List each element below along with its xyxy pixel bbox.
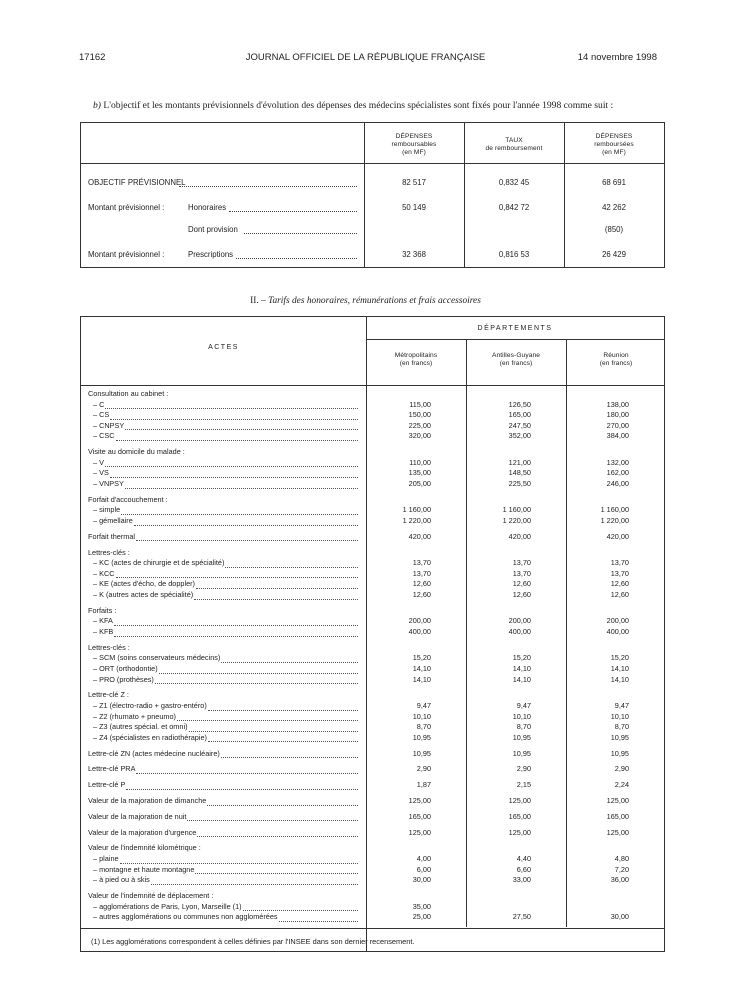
tarif-value: 13,70 bbox=[412, 568, 431, 578]
dot-leader bbox=[221, 662, 358, 663]
tarif-value: 115,00 bbox=[409, 399, 431, 409]
dot-leader bbox=[136, 540, 358, 541]
cell-value: 50 149 bbox=[402, 203, 426, 212]
tarif-label: – ORT (orthodontie) bbox=[93, 664, 158, 673]
tarif-value: 125,00 bbox=[606, 827, 629, 837]
tarif-row bbox=[81, 532, 664, 543]
tarif-value: 1 160,00 bbox=[502, 505, 531, 515]
tarif-value: 1 220,00 bbox=[600, 516, 629, 525]
journal-title: JOURNAL OFFICIEL DE LA RÉPUBLIQUE FRANÇAISE bbox=[245, 52, 486, 63]
cell-value: 42 262 bbox=[602, 203, 626, 212]
intro-letter: b) bbox=[93, 100, 101, 111]
tarif-value: 162,00 bbox=[606, 468, 629, 478]
tarif-value: 2,24 bbox=[614, 780, 629, 790]
tarif-value: 1,87 bbox=[416, 780, 431, 790]
dot-leader bbox=[243, 910, 358, 911]
tarif-value: 13,70 bbox=[412, 558, 431, 568]
tarif-value: 4,80 bbox=[614, 854, 629, 863]
dot-leader bbox=[208, 710, 358, 711]
tarif-value: 420,00 bbox=[508, 531, 531, 541]
footnote: (1) Les agglomérations correspondent à celles définies par l'INSEE dans son dernier recensement. bbox=[91, 937, 415, 946]
dot-leader bbox=[116, 440, 359, 441]
tarif-row bbox=[81, 796, 664, 807]
tarif-value: 10,95 bbox=[610, 732, 629, 742]
tarif-row bbox=[81, 400, 664, 411]
column-header-line: (en francs) bbox=[399, 360, 433, 367]
tarif-label: – K (autres actes de spécialité) bbox=[93, 590, 194, 599]
tarif-value: 6,00 bbox=[416, 864, 431, 874]
tarif-value: 14,10 bbox=[512, 664, 531, 673]
dot-leader bbox=[236, 258, 357, 259]
dot-leader bbox=[177, 720, 358, 721]
tarif-value: 10,10 bbox=[610, 711, 629, 721]
tarif-value: 2,90 bbox=[416, 764, 431, 774]
tarif-row bbox=[81, 675, 664, 686]
tarif-value: 148,50 bbox=[508, 468, 531, 478]
tarif-value: 14,10 bbox=[610, 664, 629, 673]
dot-leader bbox=[134, 525, 358, 526]
tarif-label: Lettre-clé ZN (actes médecine nucléaire) bbox=[88, 748, 220, 758]
row-label: Montant prévisionnel : bbox=[88, 203, 165, 212]
column-header bbox=[566, 352, 666, 368]
row-sublabel: Honoraires bbox=[188, 203, 227, 212]
tarif-value: 165,00 bbox=[408, 811, 431, 821]
tarif-label: Valeur de la majoration d'urgence bbox=[88, 827, 197, 837]
tarif-value: 10,95 bbox=[512, 748, 531, 758]
row-sublabel: Prescriptions bbox=[188, 250, 234, 259]
tarif-value: 270,00 bbox=[606, 420, 629, 430]
tarif-value: 10,10 bbox=[512, 711, 531, 721]
tarif-label: – montagne et haute montagne bbox=[93, 864, 195, 874]
tarif-value: 1 160,00 bbox=[402, 505, 431, 515]
tarif-row bbox=[81, 912, 664, 923]
tarif-value: 14,10 bbox=[512, 674, 531, 684]
dot-leader bbox=[116, 577, 359, 578]
group-title-text: Lettre-clé Z : bbox=[88, 690, 129, 700]
dot-leader bbox=[125, 488, 358, 489]
tarif-row bbox=[81, 516, 664, 527]
tarif-value: 2,90 bbox=[516, 764, 531, 774]
tarif-row bbox=[81, 479, 664, 490]
dot-leader bbox=[279, 921, 358, 922]
dot-leader bbox=[244, 233, 357, 234]
column-header bbox=[364, 133, 464, 157]
tarif-value: 110,00 bbox=[409, 457, 431, 467]
dot-leader bbox=[196, 588, 358, 589]
tarif-value: 165,00 bbox=[508, 410, 531, 420]
column-header-line: Métropolitains bbox=[394, 352, 438, 359]
tarif-value: 200,00 bbox=[606, 616, 629, 626]
table-divider bbox=[81, 163, 664, 164]
section-heading: Tarifs des honoraires, rémunérations et frais accessoires bbox=[265, 296, 481, 306]
dot-leader bbox=[105, 466, 358, 467]
tarif-label: Lettre-clé PRA bbox=[88, 764, 136, 774]
column-header-line: (en MF) bbox=[402, 149, 426, 156]
tarif-label: – C bbox=[93, 399, 105, 409]
tarif-row bbox=[81, 664, 664, 675]
tarif-value: 126,50 bbox=[508, 399, 531, 409]
group-title bbox=[81, 606, 664, 617]
tarif-value: 135,00 bbox=[408, 468, 431, 478]
tarif-row bbox=[81, 505, 664, 516]
intro-paragraph bbox=[93, 100, 613, 111]
tarif-label: – Z1 (électro-radio + gastro-entéro) bbox=[93, 701, 207, 710]
tarif-value: 30,00 bbox=[412, 875, 431, 885]
tarif-label: – KCC bbox=[93, 568, 115, 578]
tarif-label: Valeur de la majoration de nuit bbox=[88, 811, 187, 821]
column-header-line: remboursables bbox=[391, 141, 437, 148]
tarif-value: 13,70 bbox=[512, 568, 531, 578]
tarif-value: 15,20 bbox=[512, 653, 531, 663]
tarif-label: – à pied ou à skis bbox=[93, 875, 150, 885]
column-header-line: (en francs) bbox=[499, 360, 533, 367]
tarif-label: – agglomérations de Paris, Lyon, Marseille (1) bbox=[93, 901, 242, 911]
tarif-value: 165,00 bbox=[606, 811, 629, 821]
tarif-label: – KFB bbox=[93, 627, 114, 636]
row-sublabel: Dont provision bbox=[188, 225, 238, 234]
tarif-value: 13,70 bbox=[610, 568, 629, 578]
group-title bbox=[81, 389, 664, 400]
tarif-label: – autres agglomérations ou communes non agglomérées bbox=[93, 912, 278, 922]
column-header-line: DÉPENSES bbox=[395, 133, 433, 140]
publication-date: 14 novembre 1998 bbox=[577, 52, 657, 63]
tarif-label: – PRO (prothèses) bbox=[93, 674, 154, 684]
group-title-text: Valeur de l'indemnité de déplacement : bbox=[88, 891, 214, 900]
tarif-label: – gémellaire bbox=[93, 516, 133, 525]
column-header-line: (en francs) bbox=[599, 360, 633, 367]
column-header bbox=[564, 133, 664, 157]
tarif-row bbox=[81, 701, 664, 712]
tarif-value: 12,60 bbox=[512, 590, 531, 599]
dot-leader bbox=[121, 514, 358, 515]
tarif-value: 225,00 bbox=[408, 420, 431, 430]
cell-value: 68 691 bbox=[602, 178, 626, 187]
tarif-value: 138,00 bbox=[606, 399, 629, 409]
tarif-row bbox=[81, 431, 664, 442]
dot-leader bbox=[208, 741, 358, 742]
tarifs-body bbox=[81, 385, 664, 928]
tarif-value: 400,00 bbox=[606, 627, 629, 636]
dot-leader bbox=[195, 873, 358, 874]
tarif-value: 13,70 bbox=[610, 558, 629, 568]
tarif-value: 4,40 bbox=[516, 854, 531, 863]
group-title-text: Valeur de l'indemnité kilométrique : bbox=[88, 843, 201, 853]
tarif-value: 132,00 bbox=[606, 457, 629, 467]
tarif-row bbox=[81, 733, 664, 744]
tarif-value: 13,70 bbox=[512, 558, 531, 568]
tarif-value: 14,10 bbox=[412, 674, 431, 684]
column-header bbox=[464, 137, 564, 153]
tarif-value: 12,60 bbox=[412, 590, 431, 599]
dot-leader bbox=[187, 820, 358, 821]
dot-leader bbox=[136, 773, 358, 774]
column-header bbox=[366, 352, 466, 368]
tarif-value: 14,10 bbox=[610, 674, 629, 684]
tarif-value: 125,00 bbox=[508, 796, 531, 805]
tarif-value: 200,00 bbox=[408, 616, 431, 626]
tarif-label: – CS bbox=[93, 410, 110, 420]
tarif-label: – KC (actes de chirurgie et de spécialité) bbox=[93, 558, 225, 568]
tarif-value: 6,60 bbox=[516, 864, 531, 874]
tarif-label: – V bbox=[93, 457, 104, 467]
tarif-value: 121,00 bbox=[508, 457, 531, 467]
row-label: Montant prévisionnel : bbox=[88, 250, 165, 259]
tarif-row bbox=[81, 558, 664, 569]
dot-leader bbox=[125, 429, 358, 430]
group-title-text: Consultation au cabinet : bbox=[88, 389, 169, 398]
tarif-value: 125,00 bbox=[508, 827, 531, 837]
tarif-row bbox=[81, 780, 664, 791]
tarif-row bbox=[81, 722, 664, 733]
dot-leader bbox=[225, 567, 358, 568]
tarif-value: 4,00 bbox=[416, 854, 431, 863]
tarif-value: 10,95 bbox=[412, 748, 431, 758]
tarif-value: 200,00 bbox=[508, 616, 531, 626]
tarif-value: 30,00 bbox=[610, 912, 629, 922]
group-title bbox=[81, 643, 664, 654]
tarif-label: – SCM (soins conservateurs médecins) bbox=[93, 653, 221, 663]
tarif-value: 15,20 bbox=[610, 653, 629, 663]
tarif-value: 1 160,00 bbox=[600, 505, 629, 515]
tarif-value: 2,90 bbox=[614, 764, 629, 774]
tarif-label: – CSC bbox=[93, 431, 115, 441]
dot-leader bbox=[194, 599, 358, 600]
tarif-value: 420,00 bbox=[408, 531, 431, 541]
dot-leader bbox=[114, 636, 358, 637]
tarif-row bbox=[81, 410, 664, 421]
tarif-value: 9,47 bbox=[416, 701, 431, 710]
dot-leader bbox=[197, 836, 358, 837]
tarif-value: 10,95 bbox=[512, 732, 531, 742]
table-divider bbox=[366, 339, 664, 340]
column-header bbox=[466, 352, 566, 368]
group-title bbox=[81, 495, 664, 506]
tarif-value: 246,00 bbox=[606, 479, 629, 488]
dot-leader bbox=[126, 789, 358, 790]
tarif-value: 2,15 bbox=[516, 780, 531, 790]
tarif-label: – KFA bbox=[93, 616, 113, 626]
group-title bbox=[81, 548, 664, 559]
tarif-label: – Z4 (spécialistes en radiothérapie) bbox=[93, 732, 207, 742]
tarif-row bbox=[81, 458, 664, 469]
tarif-row bbox=[81, 812, 664, 823]
tarif-row bbox=[81, 902, 664, 913]
tarif-value: 1 220,00 bbox=[502, 516, 531, 525]
tarif-value: 320,00 bbox=[408, 431, 431, 441]
column-header-line: TAUX bbox=[505, 137, 523, 144]
dot-leader bbox=[151, 884, 358, 885]
table-tarifs bbox=[80, 316, 665, 952]
column-header-line: remboursées bbox=[594, 141, 634, 148]
tarif-value: 36,00 bbox=[610, 875, 629, 885]
dot-leader bbox=[105, 408, 358, 409]
group-title bbox=[81, 843, 664, 854]
tarif-value: 180,00 bbox=[606, 410, 629, 420]
tarif-value: 8,70 bbox=[614, 722, 629, 732]
tarif-label: – Z2 (rhumato + pneumo) bbox=[93, 711, 176, 721]
tarif-row bbox=[81, 590, 664, 601]
tarif-value: 125,00 bbox=[606, 796, 629, 805]
tarif-value: 352,00 bbox=[508, 431, 531, 441]
dot-leader bbox=[221, 757, 358, 758]
tarif-value: 12,60 bbox=[610, 579, 629, 589]
group-title-text: Forfaits : bbox=[88, 605, 117, 615]
tarif-value: 15,20 bbox=[412, 653, 431, 663]
tarif-label: Forfait thermal bbox=[88, 531, 136, 541]
tarif-value: 10,95 bbox=[610, 748, 629, 758]
group-title bbox=[81, 891, 664, 902]
tarif-row bbox=[81, 468, 664, 479]
cell-value: 32 368 bbox=[402, 250, 426, 259]
tarif-value: 9,47 bbox=[516, 701, 531, 710]
tarif-label: – KE (actes d'écho, de doppler) bbox=[93, 579, 195, 589]
cell-value: (850) bbox=[604, 225, 624, 234]
cell-value: 0,832 45 bbox=[498, 178, 530, 187]
group-title bbox=[81, 690, 664, 701]
tarif-value: 10,95 bbox=[412, 732, 431, 742]
tarif-label: – VS bbox=[93, 468, 109, 478]
tarif-value: 125,00 bbox=[408, 796, 431, 805]
tarif-value: 205,00 bbox=[408, 479, 431, 488]
tarif-label: – simple bbox=[93, 505, 121, 515]
tarif-row bbox=[81, 569, 664, 580]
tarif-value: 1 220,00 bbox=[402, 516, 431, 525]
column-header-line: Antilles-Guyane bbox=[491, 352, 541, 359]
tarif-value: 400,00 bbox=[508, 627, 531, 636]
tarif-value: 150,00 bbox=[408, 410, 431, 420]
tarif-row bbox=[81, 421, 664, 432]
tarif-value: 25,00 bbox=[412, 912, 431, 922]
tarif-value: 384,00 bbox=[606, 431, 629, 441]
tarif-row bbox=[81, 579, 664, 590]
dot-leader bbox=[155, 683, 358, 684]
group-title-text: Forfait d'accouchement : bbox=[88, 494, 168, 504]
group-title bbox=[81, 447, 664, 458]
cell-value: 82 517 bbox=[402, 178, 426, 187]
tarif-label: – Z3 (autres spécial. et omni) bbox=[93, 722, 188, 732]
tarif-label: – VNPSY bbox=[93, 479, 124, 488]
tarif-row bbox=[81, 749, 664, 760]
tarif-label: – plaine bbox=[93, 854, 119, 863]
tarif-row bbox=[81, 828, 664, 839]
intro-text: L'objectif et les montants prévisionnels d'évolution des dépenses des médecins spécialistes sont fixés pour l'année 1998 comme suit : bbox=[101, 100, 614, 111]
tarif-label: Valeur de la majoration de dimanche bbox=[88, 796, 207, 805]
tarif-value: 125,00 bbox=[408, 827, 431, 837]
tarif-value: 14,10 bbox=[412, 664, 431, 673]
dot-leader bbox=[110, 477, 358, 478]
dot-leader bbox=[159, 673, 358, 674]
tarif-value: 10,10 bbox=[412, 711, 431, 721]
dot-leader bbox=[179, 186, 357, 187]
tarif-value: 400,00 bbox=[408, 627, 431, 636]
departements-header: DÉPARTEMENTS bbox=[477, 325, 553, 332]
cell-value: 0,842 72 bbox=[498, 203, 530, 212]
tarif-value: 225,50 bbox=[508, 479, 531, 488]
tarif-row bbox=[81, 865, 664, 876]
tarif-row bbox=[81, 875, 664, 886]
tarif-row bbox=[81, 854, 664, 865]
tarif-value: 247,50 bbox=[508, 420, 531, 430]
group-title-text: Lettres-clés : bbox=[88, 547, 130, 557]
tarif-value: 33,00 bbox=[512, 875, 531, 885]
group-title-text: Lettres-clés : bbox=[88, 642, 130, 652]
tarif-label: – CNPSY bbox=[93, 420, 125, 430]
column-header-line: DÉPENSES bbox=[595, 133, 633, 140]
section-title bbox=[0, 296, 731, 306]
group-title-text: Visite au domicile du malade : bbox=[88, 447, 185, 457]
dot-leader bbox=[120, 863, 358, 864]
tarif-value: 12,60 bbox=[610, 590, 629, 599]
dot-leader bbox=[114, 625, 358, 626]
cell-value: 26 429 bbox=[602, 250, 626, 259]
section-number: II. – bbox=[250, 296, 266, 306]
column-header-line: de remboursement bbox=[485, 145, 543, 152]
table-objectif bbox=[80, 122, 665, 268]
tarif-row bbox=[81, 627, 664, 638]
column-header-line: Réunion bbox=[603, 352, 629, 359]
tarif-value: 35,00 bbox=[412, 901, 431, 911]
column-header-line: (en MF) bbox=[602, 149, 626, 156]
table-divider bbox=[81, 928, 664, 929]
tarif-row bbox=[81, 764, 664, 775]
tarif-value: 12,60 bbox=[512, 579, 531, 589]
tarif-value: 7,20 bbox=[614, 864, 629, 874]
tarif-value: 8,70 bbox=[416, 722, 431, 732]
dot-leader bbox=[189, 731, 359, 732]
dot-leader bbox=[110, 419, 358, 420]
page-number: 17162 bbox=[79, 52, 106, 63]
dot-leader bbox=[229, 211, 357, 212]
actes-header: ACTES bbox=[208, 344, 239, 351]
tarif-row bbox=[81, 616, 664, 627]
tarif-label: Lettre-clé P bbox=[88, 780, 126, 790]
tarif-value: 12,60 bbox=[412, 579, 431, 589]
tarif-value: 27,50 bbox=[512, 912, 531, 922]
tarif-row bbox=[81, 653, 664, 664]
tarif-value: 8,70 bbox=[516, 722, 531, 732]
tarif-value: 9,47 bbox=[614, 701, 629, 710]
cell-value: 0,816 53 bbox=[498, 250, 530, 259]
dot-leader bbox=[207, 805, 358, 806]
tarif-row bbox=[81, 712, 664, 723]
row-label: OBJECTIF PRÉVISIONNEL bbox=[88, 178, 186, 187]
tarif-value: 420,00 bbox=[606, 531, 629, 541]
tarif-value: 165,00 bbox=[508, 811, 531, 821]
